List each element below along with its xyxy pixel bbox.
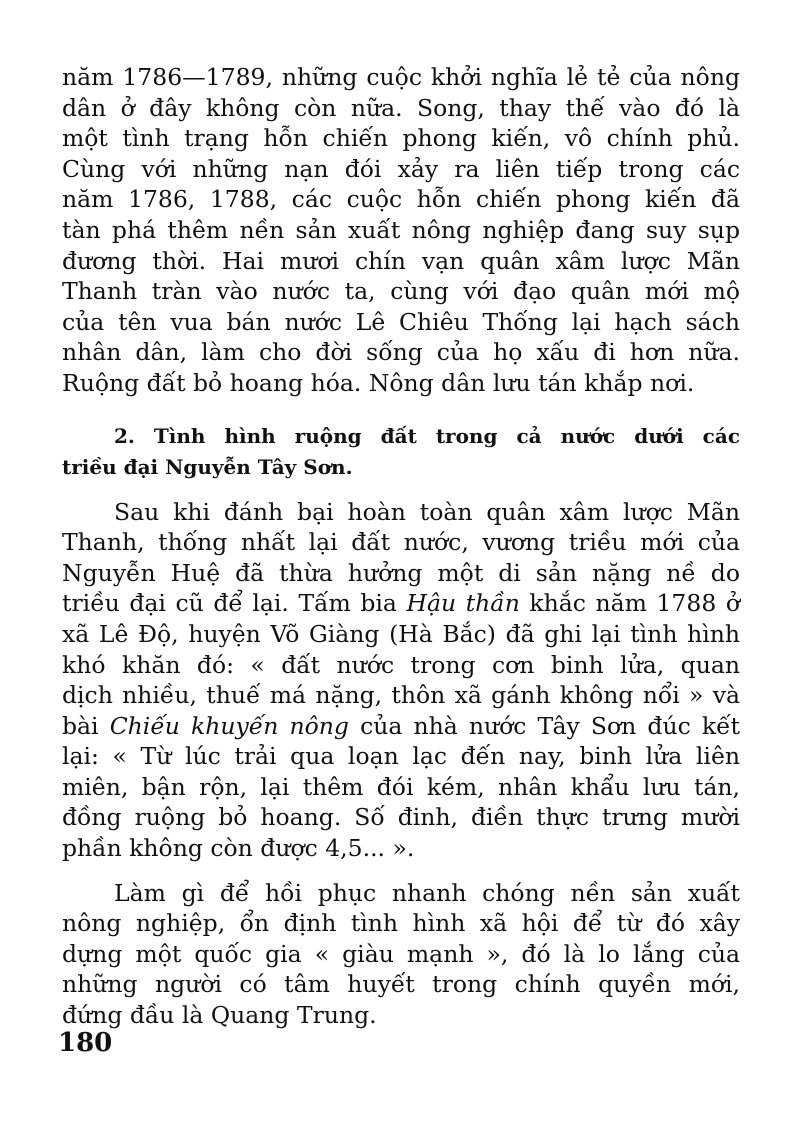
text-line: Cùng với những nạn đói xảy ra liên tiếp trong các: [62, 154, 740, 183]
text-line: miên, bận rộn, lại thêm đói kém, nhân khẩu lưu tán,: [62, 772, 740, 801]
text-line: năm 1786—1789, những cuộc khởi nghĩa lẻ tẻ của nông: [62, 63, 740, 91]
heading-line: triều đại Nguyễn Tây Sơn.: [62, 454, 353, 479]
spacer: [62, 399, 740, 421]
text-line: lại: « Từ lúc trải qua loạn lạc đến nay, binh lửa liên: [62, 742, 740, 771]
paragraph-2: [62, 497, 740, 864]
text-line: nhân dân, làm cho đời sống của họ xấu đi hơn nữa.: [62, 338, 740, 367]
spacer: [62, 483, 740, 497]
text-line: của tên vua bán nước Lê Chiêu Thống lại hạch sách: [62, 307, 740, 336]
text-line: [62, 711, 740, 742]
text-span: của nhà nước Tây Sơn đúc kết: [348, 711, 741, 740]
edict-title: Chiếu khuyến nông: [109, 711, 349, 740]
text-span: bài: [62, 711, 110, 740]
text-line: khó khăn đó: « đất nước trong cơn binh lửa, quan: [62, 650, 740, 679]
text-line: nông nghiệp, ổn định tình hình xã hội để từ đó xây: [62, 909, 740, 938]
page-body: [62, 62, 740, 1031]
text-line: dựng một quốc gia « giàu mạnh », đó là lo lắng của: [62, 939, 740, 968]
section-heading: [62, 421, 740, 483]
heading-line: 2. Tình hình ruộng đất trong cả nước dưới các: [114, 423, 740, 448]
text-line: Ruộng đất bỏ hoang hóa. Nông dân lưu tán khắp nơi.: [62, 368, 695, 397]
text-line: đương thời. Hai mươi chín vạn quân xâm lược Mãn: [62, 246, 740, 275]
text-span: triều đại cũ để lại. Tấm bia: [62, 589, 407, 618]
text-line: đồng ruộng bỏ hoang. Số đinh, điền thực trưng mười: [62, 803, 740, 832]
paragraph-1: [62, 62, 740, 399]
paragraph-3: [62, 878, 740, 1031]
text-line: Thanh tràn vào nước ta, cùng với đạo quân mới mộ: [62, 277, 740, 306]
text-span: khắc năm 1788 ở: [519, 589, 740, 618]
text-line: Nguyễn Huệ đã thừa hưởng một di sản nặng nề do: [62, 558, 740, 587]
text-line: phần không còn được 4,5... ».: [62, 834, 415, 863]
inscription-title: Hậu thần: [406, 589, 520, 618]
spacer: [62, 864, 740, 878]
text-line: dịch nhiều, thuế má nặng, thôn xã gánh không nổi » và: [62, 681, 740, 710]
page-number: 180: [58, 1028, 113, 1058]
text-line: dân ở đây không còn nữa. Song, thay thế vào đó là: [62, 93, 740, 122]
text-line: Sau khi đánh bại hoàn toàn quân xâm lược Mãn: [114, 497, 740, 526]
text-line: [62, 588, 740, 619]
text-line: xã Lê Độ, huyện Võ Giàng (Hà Bắc) đã ghi lại tình hình: [62, 619, 740, 648]
text-line: một tình trạng hỗn chiến phong kiến, vô chính phủ.: [62, 124, 740, 153]
text-line: đứng đầu là Quang Trung.: [62, 1001, 377, 1030]
text-line: Thanh, thống nhất lại đất nước, vương triều mới của: [62, 528, 740, 557]
text-line: tàn phá thêm nền sản xuất nông nghiệp đang suy sụp: [62, 215, 740, 244]
text-line: năm 1786, 1788, các cuộc hỗn chiến phong kiến đã: [62, 185, 740, 214]
text-line: những người có tâm huyết trong chính quyền mới,: [62, 970, 740, 999]
text-line: Làm gì để hồi phục nhanh chóng nền sản xuất: [114, 878, 740, 907]
